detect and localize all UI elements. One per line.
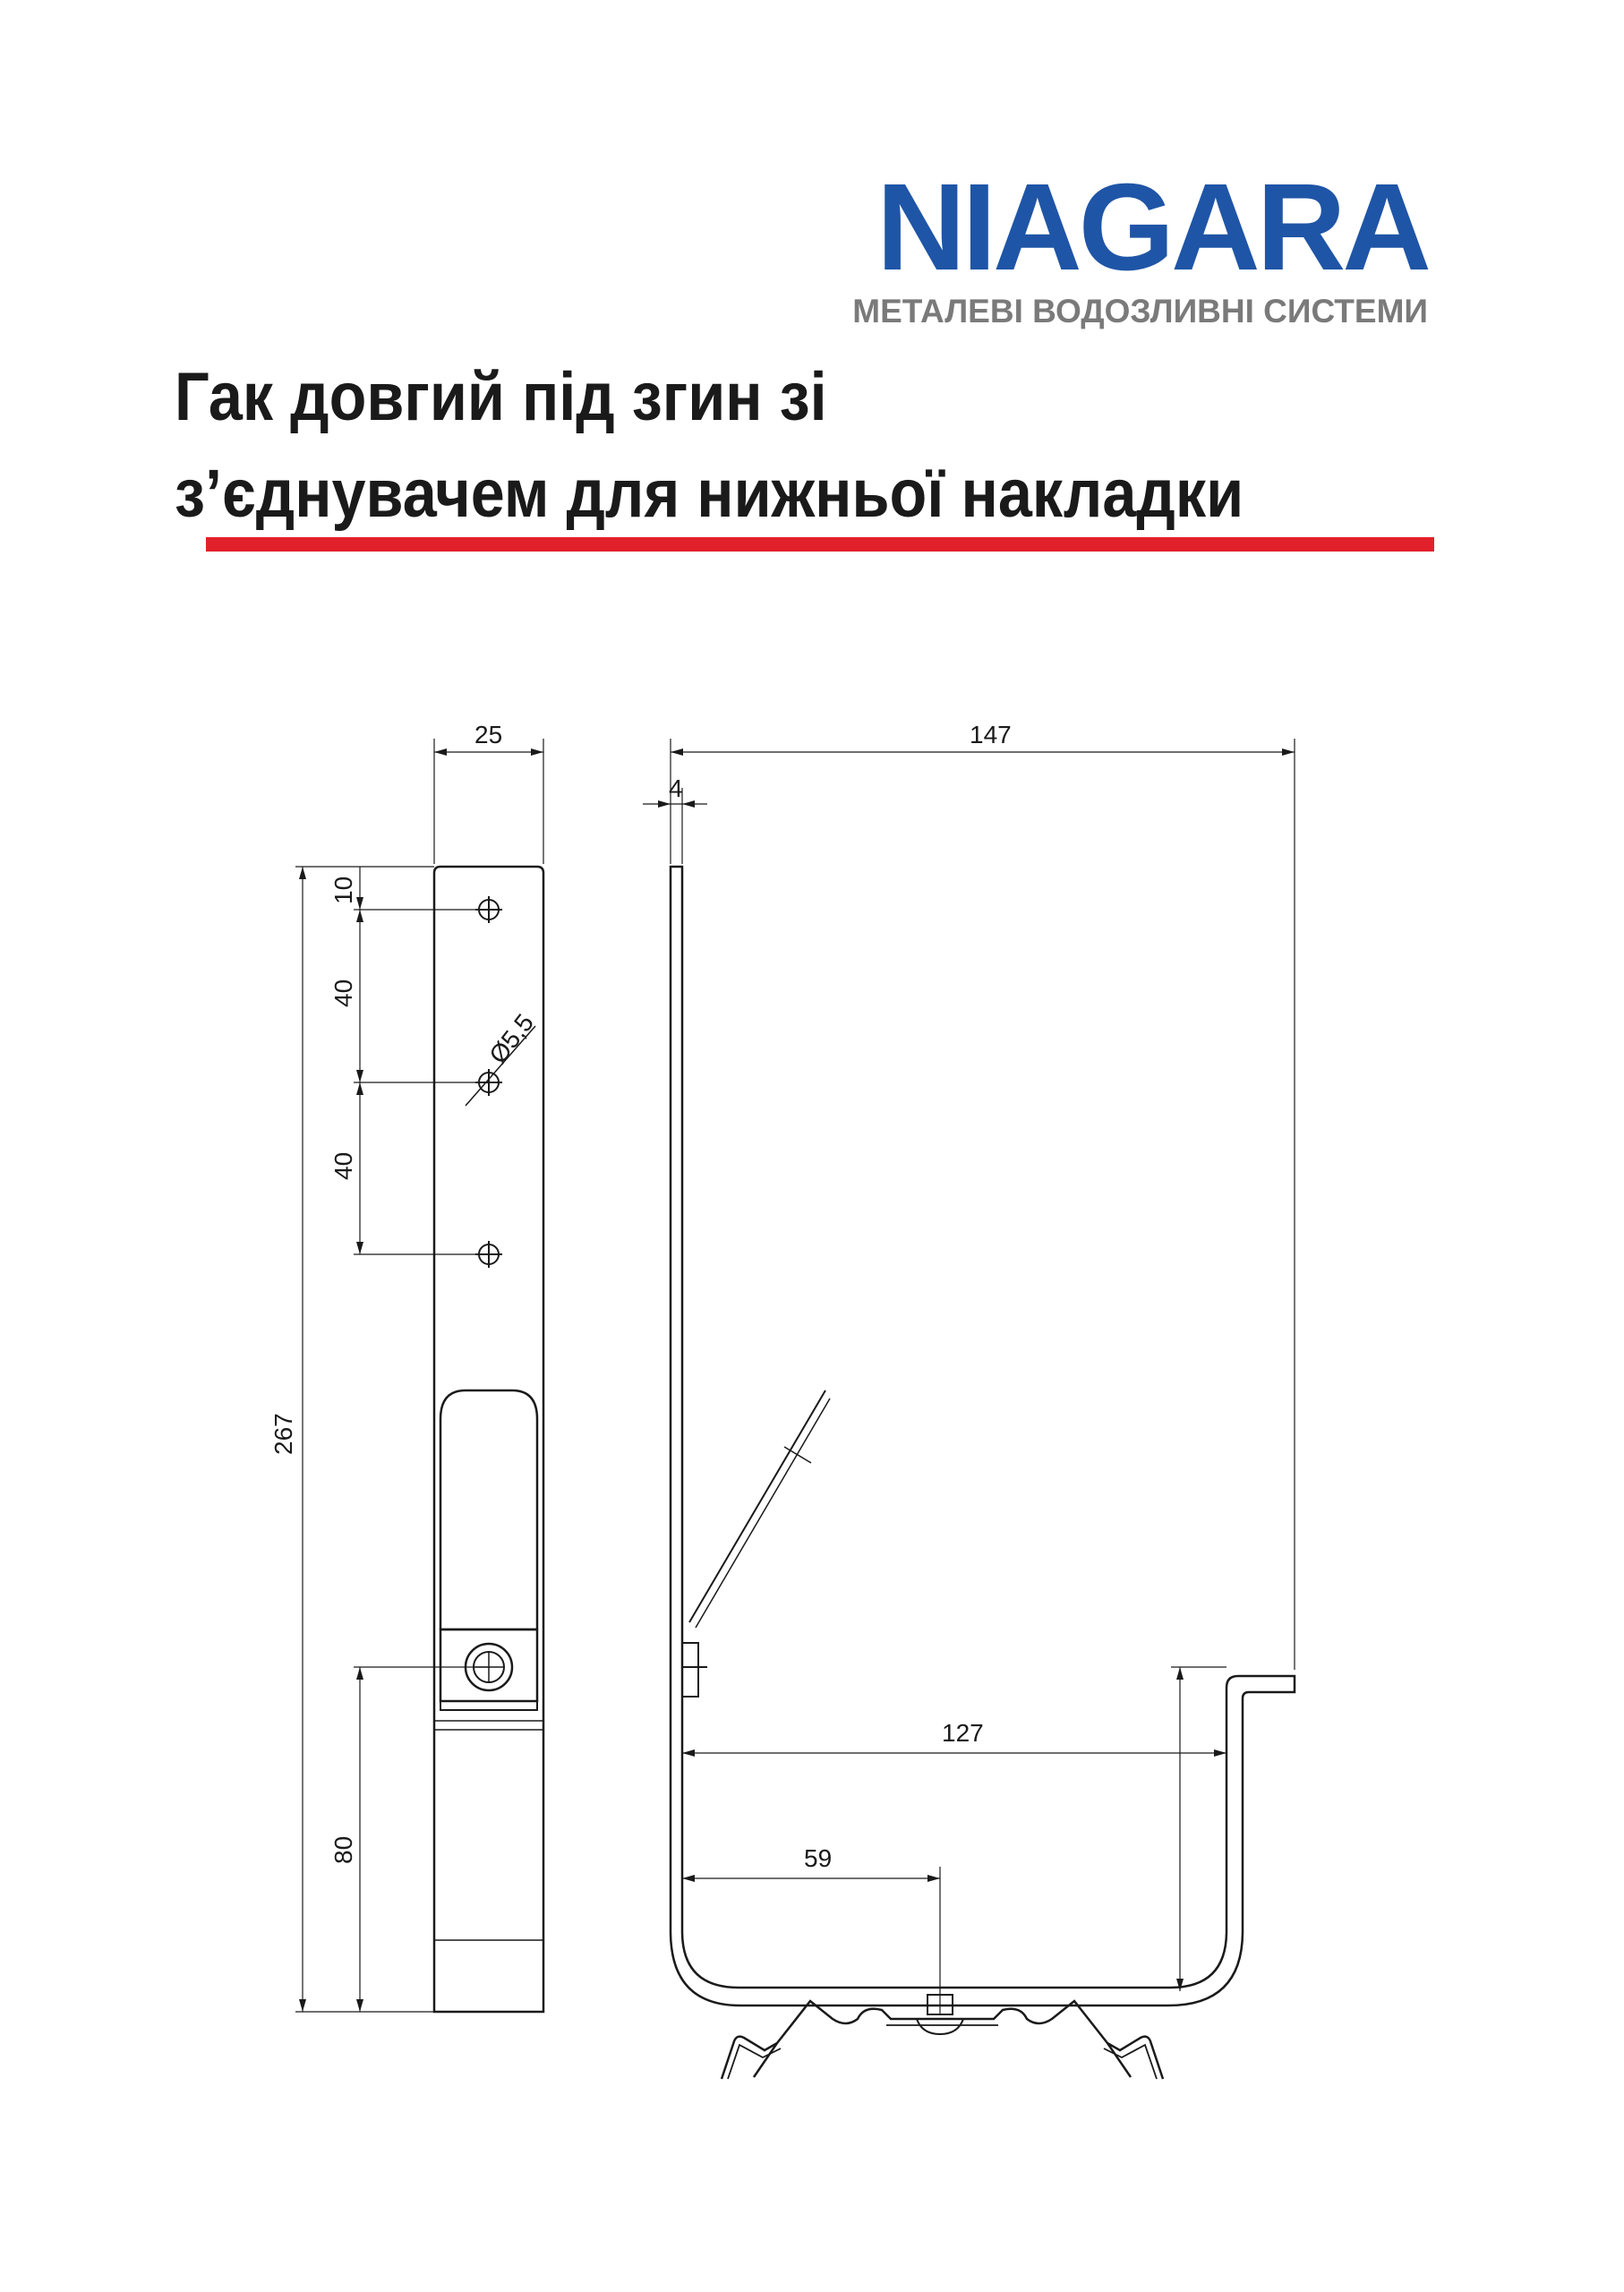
logo-tagline: МЕТАЛЕВІ ВОДОЗЛИВНІ СИСТЕМИ [852, 293, 1428, 329]
front-view [269, 721, 543, 2012]
title-line-2: з’єднувачем для нижньої накладки [175, 456, 1244, 532]
dim-hole-spacing-1: 40 [329, 979, 357, 1007]
title-line-1: Гак довгий під згин зі [175, 359, 827, 435]
dim-hole-diameter: Ø5,5 [483, 1008, 540, 1069]
dim-width: 25 [474, 721, 503, 748]
dim-gutter-half: 59 [804, 1844, 833, 1872]
side-view [643, 721, 1295, 2079]
dim-hook-length: 147 [970, 721, 1012, 748]
dim-hole-spacing-2: 40 [329, 1151, 357, 1180]
logo-wordmark: NIAGARA [876, 158, 1428, 296]
dim-thickness: 4 [669, 774, 683, 802]
dim-hole-offset: 10 [329, 876, 357, 904]
hook-profile [671, 867, 1295, 2006]
connector-clip [682, 1390, 830, 1697]
connector-body [434, 1390, 543, 1730]
dim-gutter-width: 127 [942, 1719, 984, 1747]
dim-connector-offset: 80 [329, 1835, 357, 1864]
bracket-profile [722, 2001, 1163, 2079]
dim-total-length: 267 [269, 1413, 297, 1455]
